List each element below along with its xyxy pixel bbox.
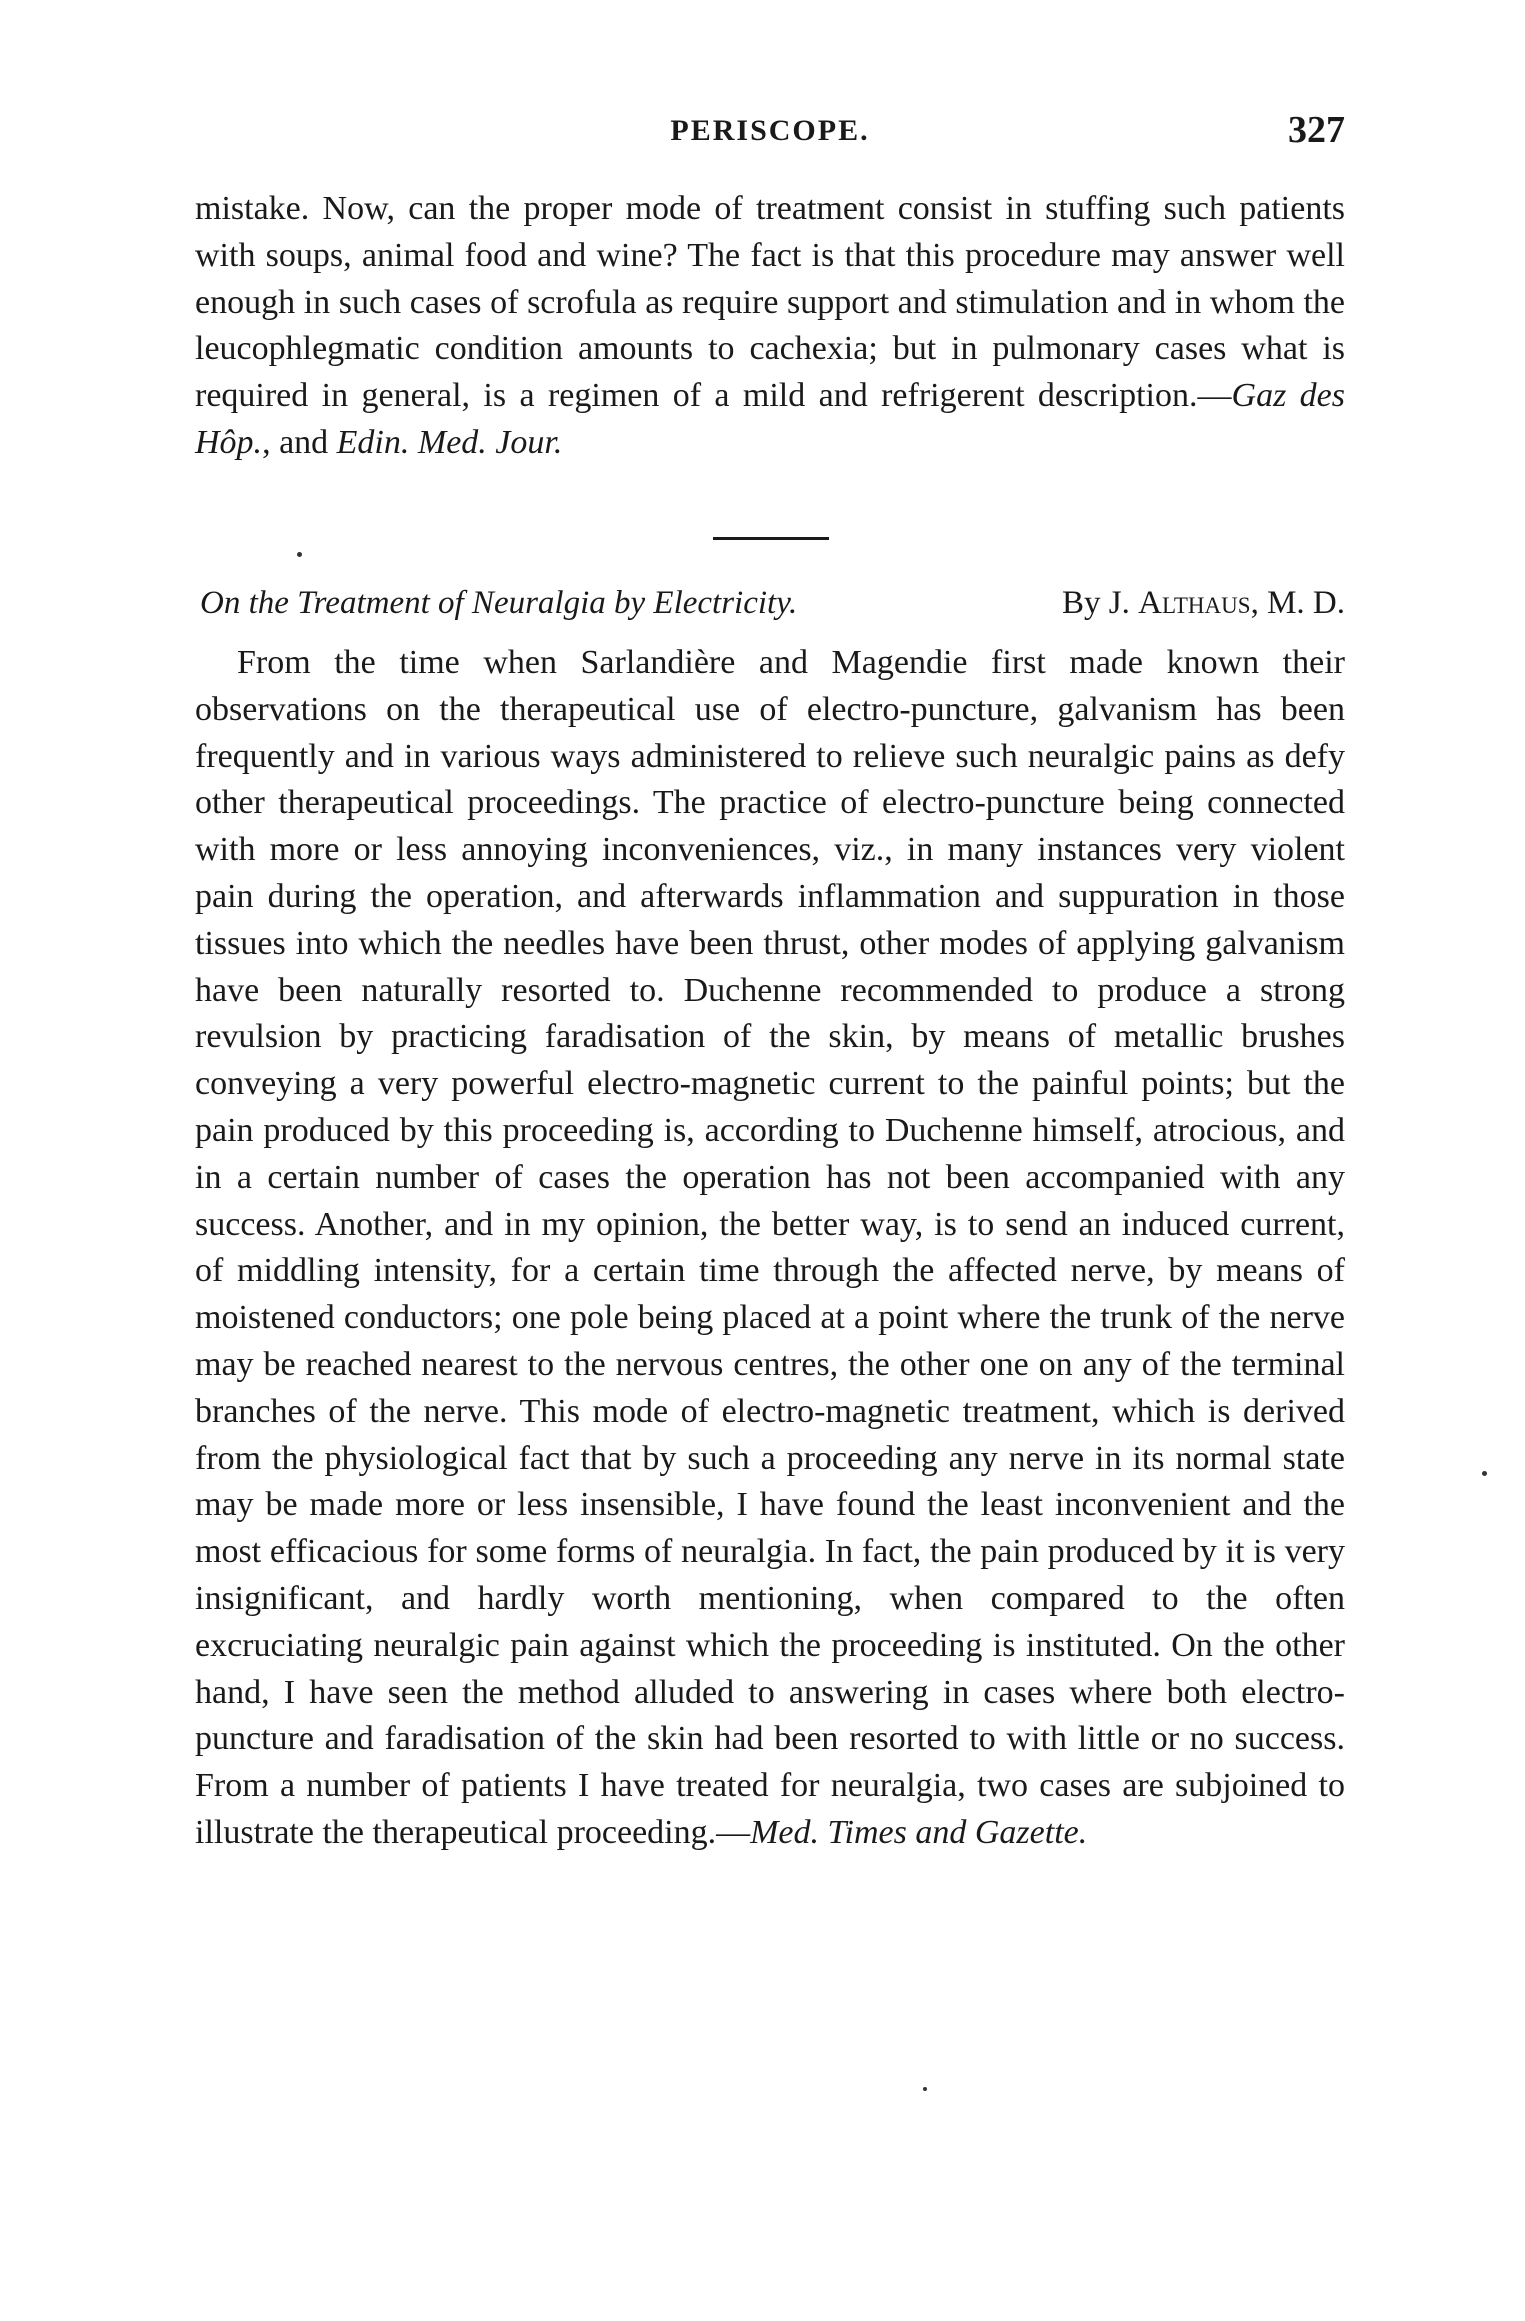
page-number: 327 (1288, 109, 1345, 151)
citation-conjunction: , and (262, 423, 337, 461)
source-citation: Gaz des Hôp. (195, 377, 1346, 461)
paragraph-body: From the time when Sarlandière and Magendie first made known their observations on the therapeutical use of electro-puncture, galvanism has been frequently and in various ways administered to relieve such neuralgic pains as defy other therapeutical proceedings. The practice of electro-puncture being connected with more or less annoying inconveniences, viz., in many instances very violent pain during the operation, and afterwards inflammation and suppuration in those tissues into which the needles have been thrust, other modes of applying galvanism have been naturally resorted to. Duchenne recommended to produce a strong revulsion by practicing faradisation of the skin, by means of metallic brushes conveying a very powerful electro-magnetic current to the painful points; but the pain produced by this proceeding is, according to Duchenne himself, atrocious, and in a certain number of cases the operation has not been accompanied with any success. Another, and in my opinion, the better way, is to send an induced current, of middling intensity, for a certain time through the affected nerve, by means of moistened conductors; one pole being placed at a point where the trunk of the nerve may be reached nearest to the nervous centres, the other one on any of the terminal branches of the nerve. This mode of electro-magnetic treatment, which is derived from the physiological fact that by such a proceeding any nerve in its normal state may be made more or less insensible, I have found the least inconvenient and the most efficacious for some forms of neuralgia. In fact, the pain produced by it is very insignificant, and hardly worth mentioning, when compared to the often excruciating neuralgic pain against which the proceeding is instituted. On the other hand, I have seen the method alluded to answering in cases where both electro-puncture and faradisation of the skin had been resorted to with little or no success. From a number of patients I have treated for neuralgia, two cases are subjoined to illustrate the therapeutical proceeding.— (195, 644, 1345, 1851)
source-citation-2: Edin. Med. Jour. (336, 423, 563, 461)
print-speck (923, 2087, 927, 2091)
paragraph-text (195, 640, 1345, 1857)
byline-prefix: By J. (1062, 585, 1130, 621)
print-speck (1482, 1471, 1487, 1476)
author-name: Althaus (1138, 585, 1251, 621)
print-speck (297, 552, 302, 557)
author-degree: , M. D. (1250, 585, 1345, 621)
paragraph-text (195, 186, 1345, 467)
article-title: On the Treatment of Neuralgia by Electricity. (200, 585, 798, 621)
article-body (195, 640, 1345, 1857)
article-heading (200, 580, 1345, 626)
running-head (195, 108, 1345, 158)
source-citation: Med. Times and Gazette. (750, 1813, 1088, 1851)
paragraph-body: mistake. Now, can the proper mode of treatment consist in stuffing such patients with soups, animal food and wine? The fact is that this procedure may answer well enough in such cases of scrofula as require support and stimulation and in whom the leucophlegmatic condition amounts to cachexia; but in pulmonary cases what is required in general, is a regimen of a mild and refrigerent description.— (195, 190, 1345, 415)
running-title: PERISCOPE. (670, 114, 870, 147)
paragraph-continuation (195, 186, 1345, 467)
article-byline (1062, 580, 1345, 626)
section-divider (713, 537, 829, 540)
